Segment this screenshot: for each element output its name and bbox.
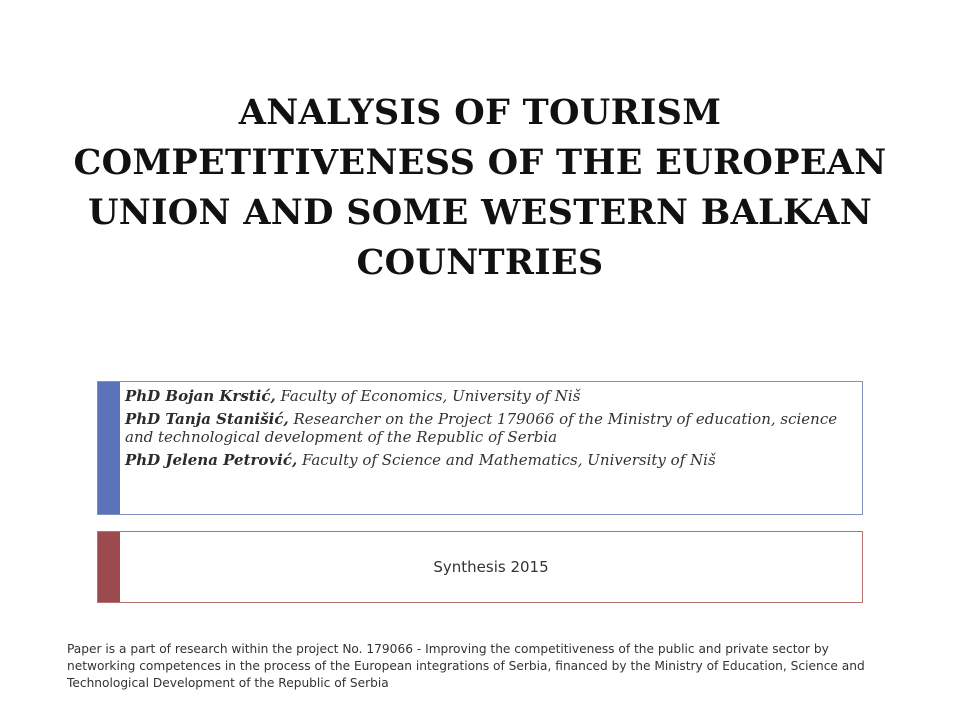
author-name: PhD Jelena Petrović, bbox=[125, 451, 298, 469]
event-accent-bar bbox=[98, 532, 120, 602]
project-footnote: Paper is a part of research within the project No. 179066 - Improving the competitiveness of the public and private sector by networking competences in the process of the European integrations of Serbia, financed by the Ministry of Education, Science and Technological Development of the Republic of Serbia bbox=[67, 642, 865, 690]
author-name: PhD Bojan Krstić, bbox=[125, 387, 276, 405]
author-name: PhD Tanja Stanišić, bbox=[125, 410, 289, 428]
slide-title: ANALYSIS OF TOURISM COMPETITIVENESS OF THE EUROPEAN UNION AND SOME WESTERN BALKAN COUNTRIES bbox=[73, 92, 887, 283]
author-entry bbox=[125, 410, 838, 446]
author-affiliation: Faculty of Economics, University of Niš bbox=[280, 387, 581, 405]
author-entry bbox=[125, 451, 838, 469]
author-entry bbox=[125, 387, 838, 405]
event-label: Synthesis 2015 bbox=[433, 558, 549, 576]
authors-accent-bar bbox=[98, 382, 120, 514]
author-affiliation: Researcher on the Project 179066 of the Ministry of education, science and technological development of the Republic of Serbia bbox=[125, 410, 838, 446]
event-box bbox=[97, 531, 863, 603]
authors-list bbox=[125, 387, 838, 474]
authors-box bbox=[97, 381, 863, 515]
author-affiliation: Faculty of Science and Mathematics, University of Niš bbox=[301, 451, 716, 469]
